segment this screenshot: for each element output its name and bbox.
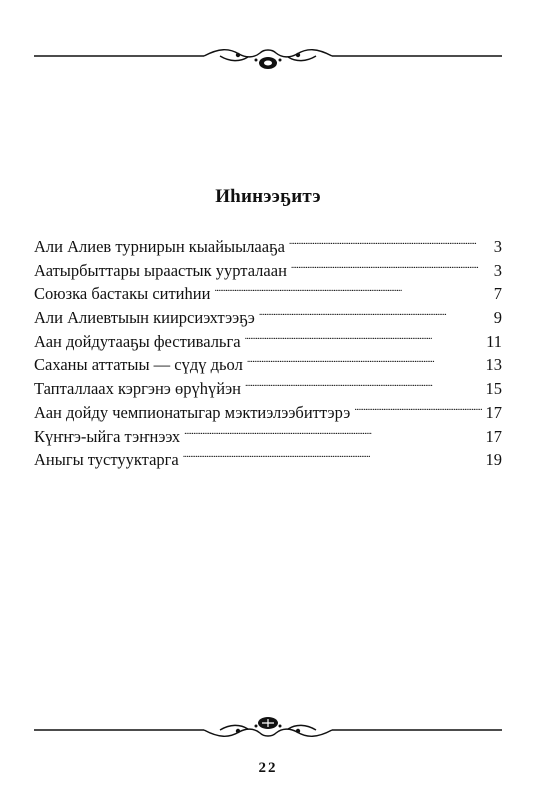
toc-row[interactable] bbox=[34, 403, 502, 427]
toc-page-number: 17 bbox=[485, 426, 502, 446]
toc-entry-title: Аатырбыттары ыраастык уурталаан bbox=[34, 260, 287, 280]
toc-entry-title: Аныгы тустууктарга bbox=[34, 450, 179, 470]
toc-entry-title: Аан дойду чемпионатыгар мэктиэлээбиттэрэ bbox=[34, 402, 351, 422]
toc-row[interactable] bbox=[34, 261, 502, 285]
toc-leader-dots bbox=[214, 286, 486, 300]
toc-page-number: 3 bbox=[493, 237, 502, 256]
bottom-ornament-divider bbox=[34, 713, 502, 743]
toc-leader-dots bbox=[289, 239, 486, 253]
toc-entry-title: Саханы аттатыы — сүдү дьол bbox=[34, 355, 243, 375]
toc-page-number: 9 bbox=[493, 308, 502, 328]
toc-row[interactable] bbox=[34, 284, 502, 308]
toc-page-number: 7 bbox=[493, 284, 502, 304]
toc-page-number: 19 bbox=[485, 450, 502, 470]
toc-entry-title: Тапталлаах кэргэнэ өрүһүйэн bbox=[34, 379, 241, 399]
table-of-contents bbox=[34, 237, 502, 474]
toc-row[interactable] bbox=[34, 332, 502, 356]
toc-page-number: 15 bbox=[485, 379, 502, 399]
toc-leader-dots bbox=[245, 334, 483, 348]
toc-row[interactable] bbox=[34, 379, 502, 403]
toc-entry-title: Күҥҥэ-ыйга тэҥнээх bbox=[34, 426, 181, 446]
toc-page-number: 13 bbox=[485, 355, 502, 375]
page-title: Иһинээҕитэ bbox=[215, 186, 321, 207]
toc-row[interactable] bbox=[34, 355, 502, 379]
toc-leader-dots bbox=[259, 310, 486, 324]
toc-row[interactable] bbox=[34, 308, 502, 332]
toc-row[interactable] bbox=[34, 427, 502, 451]
toc-row[interactable] bbox=[34, 237, 502, 261]
toc-page-number: 17 bbox=[485, 402, 502, 422]
toc-page-number: 3 bbox=[493, 260, 502, 280]
toc-leader-dots bbox=[291, 263, 486, 277]
toc-leader-dots bbox=[354, 405, 481, 419]
toc-leader-dots bbox=[247, 357, 482, 371]
toc-entry-title: Аан дойдутааҕы фестивальга bbox=[34, 331, 241, 351]
toc-leader-dots bbox=[245, 381, 482, 395]
toc-row[interactable] bbox=[34, 450, 502, 474]
page-number: 22 bbox=[258, 760, 278, 776]
toc-entry-title: Союзка бастакы ситиһии bbox=[34, 284, 211, 304]
toc-entry-title: Али Алиев турнирын кыайыылааҕа bbox=[34, 237, 285, 256]
toc-page-number: 11 bbox=[486, 331, 502, 351]
toc-leader-dots bbox=[184, 429, 481, 443]
toc-entry-title: Али Алиевтыын киирсиэхтээҕэ bbox=[34, 308, 255, 328]
toc-leader-dots bbox=[183, 452, 482, 466]
top-ornament-divider bbox=[34, 44, 502, 74]
